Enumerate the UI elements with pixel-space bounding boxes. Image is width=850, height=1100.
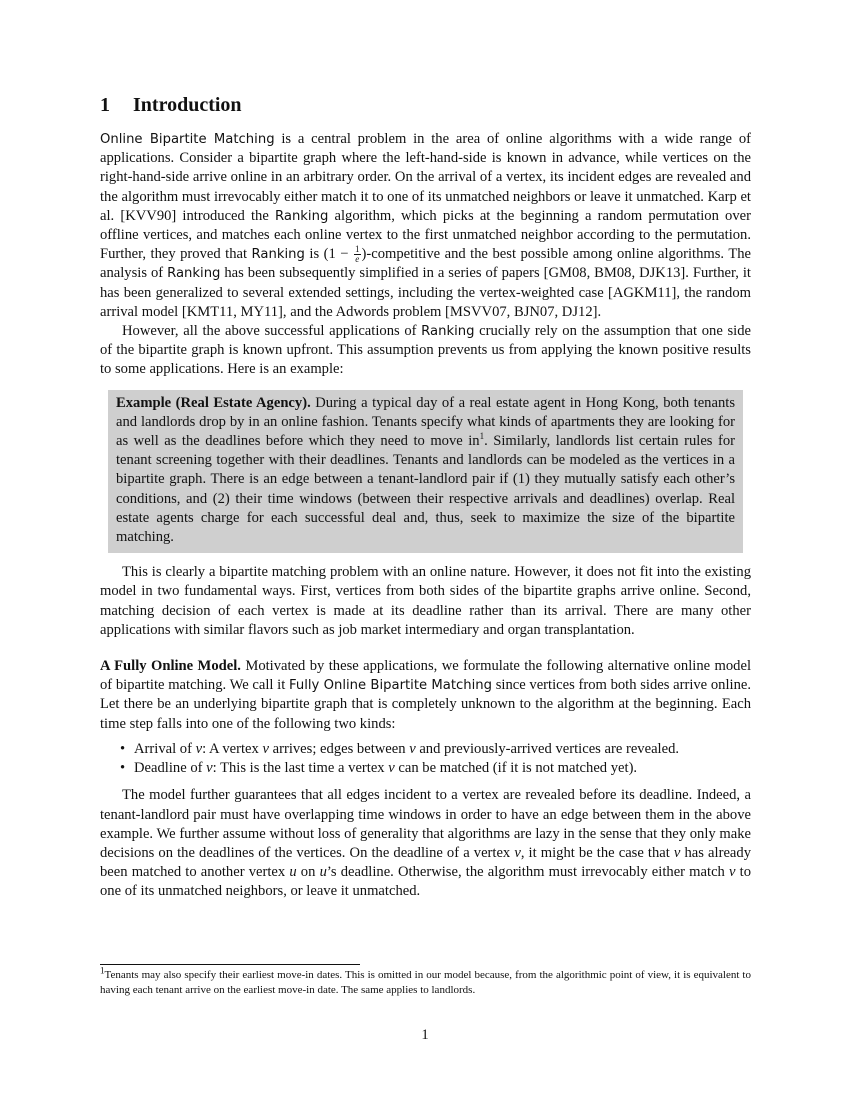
paragraph-text: Motivated by these applications, we formulate the following alternative online model of bipartite matching. We call it [100, 658, 751, 694]
paragraph-text: , it might be the case that [520, 844, 674, 861]
example-heading: Example (Real Estate Agency). [116, 394, 311, 411]
math-var: v [514, 844, 521, 861]
example-text: During a typical day of a real estate agent in Hong Kong, both tenants and landlords drop by in an online fashion. Tenants specify what kinds of apartments they are looking for as well as the deadlines before which they need to move in [116, 394, 735, 450]
example-box [108, 390, 743, 554]
footnote [100, 965, 751, 997]
footnote-text: Tenants may also specify their earliest move-in dates. This is omitted in our model because, from the algorithmic point of view, it is equivalent to having each tenant arrive on the earliest move-in date. The same applies to landlords. [100, 969, 751, 996]
paragraph-assumption [100, 322, 751, 380]
list-text: can be matched (if it is not matched yet). [394, 760, 638, 777]
math-var: u [319, 864, 327, 881]
math-var: v [388, 760, 395, 777]
example-text: . Similarly, landlords list certain rules for tenant screening together with their deadlines. Tenants and landlords can be modeled as the vertices in a bipartite graph. There is an edge between a tenant-landlord pair if (1) they mutually satisfy each other’s conditions, and (2) their time windows (between their respective arrivals and deadlines) overlap. Real estate agents charge for each successful deal and, thus, seek to maximize the size of the bipartite matching. [116, 433, 735, 546]
paragraph-text: The model further guarantees that all edges incident to a vertex are revealed before its deadline. Indeed, a tenant-landlord pair must have overlapping time windows in order to have an edge between them in the above example. We further assume without loss of generality that algorithms are lazy in the sense that they only make decisions on the deadlines of the vertices. On the deadline of a vertex [100, 787, 751, 861]
page-number: 1 [421, 1027, 429, 1043]
list-text: Deadline of [134, 760, 207, 777]
list-text: : This is the last time a vertex [212, 760, 389, 777]
footnote-mark[interactable]: 1 [479, 431, 485, 442]
paragraph-model-guarantees [100, 786, 751, 901]
paragraph-text: to one of its unmatched neighbors, or leave it unmatched. [100, 864, 752, 900]
list-item-arrival [122, 740, 751, 759]
footnote-number: 1 [100, 965, 105, 976]
math-var: u [289, 864, 297, 881]
term-ranking: Ranking [251, 247, 305, 263]
term-online-bipartite-matching: Online Bipartite Matching [100, 132, 275, 147]
paragraph-fit: This is clearly a bipartite matching problem with an online nature. However, it does not fit into the existing model in two fundamental ways. First, vertices from both sides of the bipartite graphs arrive online. Second, matching decision of each vertex is made at its deadline rather than its arrival. There are many other applications with similar flavors such as job market intermediary and organ transplantation. [100, 564, 751, 638]
subsection-heading: A Fully Online Model. [100, 658, 241, 675]
math-var: v [673, 844, 681, 861]
math-var: v [206, 760, 213, 777]
paragraph-fully-online-model [100, 657, 751, 734]
math-var: v [195, 740, 203, 757]
term-fully-online-bipartite-matching: Fully Online Bipartite Matching [289, 678, 492, 694]
step-kinds-list [100, 740, 751, 778]
list-text: and previously-arrived vertices are revealed. [415, 740, 680, 757]
paragraph-text: is (1 − [304, 246, 353, 263]
section-heading [100, 92, 751, 118]
paragraph-text: ’s deadline. Otherwise, the algorithm must irrevocably either match [326, 864, 730, 881]
paragraph-text: has been subsequently simplified in a series of papers [GM08, BM08, DJK13]. Further, it has been generalized to several extended settings, including the vertex-weighted case [AGKM11], the random arrival model [KMT11, MY11], and the Adwords problem [MSVV07, BJN07, DJ12]. [100, 265, 751, 320]
fraction-denominator: e [355, 254, 360, 265]
list-item-deadline [122, 759, 751, 778]
page-body [100, 92, 751, 902]
fraction-numerator: 1 [355, 244, 360, 255]
paragraph-text: since vertices from both sides arrive online. Let there be an underlying bipartite graph that is completely unknown to the algorithm at the beginning. Each time step falls into one of the following two kinds: [100, 677, 751, 732]
paragraph-text: )-competitive and the best possible among online algorithms. The analysis of [100, 246, 752, 282]
math-var: v [409, 740, 416, 757]
paragraph-text: has already been matched to another vertex [100, 844, 751, 881]
list-text: arrives; edges between [268, 740, 410, 757]
paragraph-text: algorithm, which picks at the beginning a random permutation over offline vertices, and matches each online vertex to the first unmatched neighbor according to the permutation. Further, they proved that [100, 207, 751, 263]
term-ranking: Ranking [421, 324, 475, 340]
paragraph-intro [100, 130, 751, 322]
paragraph-text: crucially rely on the assumption that one side of the bipartite graph is known upfront. This assumption prevents us from applying the known positive results to some applications. Here is an example: [100, 323, 751, 378]
section-title: Introduction [133, 94, 242, 116]
list-text: Arrival of [134, 740, 196, 757]
paragraph-text: is a central problem in the area of online algorithms with a wide range of applications. Consider a bipartite graph where the left-hand-side is known in advance, while vertices on the right-hand-side arrive online in an arbitrary order. On the arrival of a vertex, its incident edges are revealed and the algorithm must irrevocably either match it to one of its unmatched neighbors or leave it unmatched. Karp et al. [KVV90] introduced the [100, 131, 751, 224]
section-number: 1 [100, 94, 110, 116]
example-paragraph [116, 394, 735, 548]
paragraph-text: However, all the above successful applications of [122, 323, 422, 340]
fraction-one-over-e [354, 245, 361, 264]
math-var: v [729, 864, 736, 881]
paragraph-text: on [296, 864, 320, 881]
math-var: v [262, 740, 269, 757]
term-ranking: Ranking [167, 266, 221, 282]
term-ranking: Ranking [274, 208, 329, 224]
footnote-rule [100, 964, 360, 965]
list-text: : A vertex [202, 740, 263, 757]
